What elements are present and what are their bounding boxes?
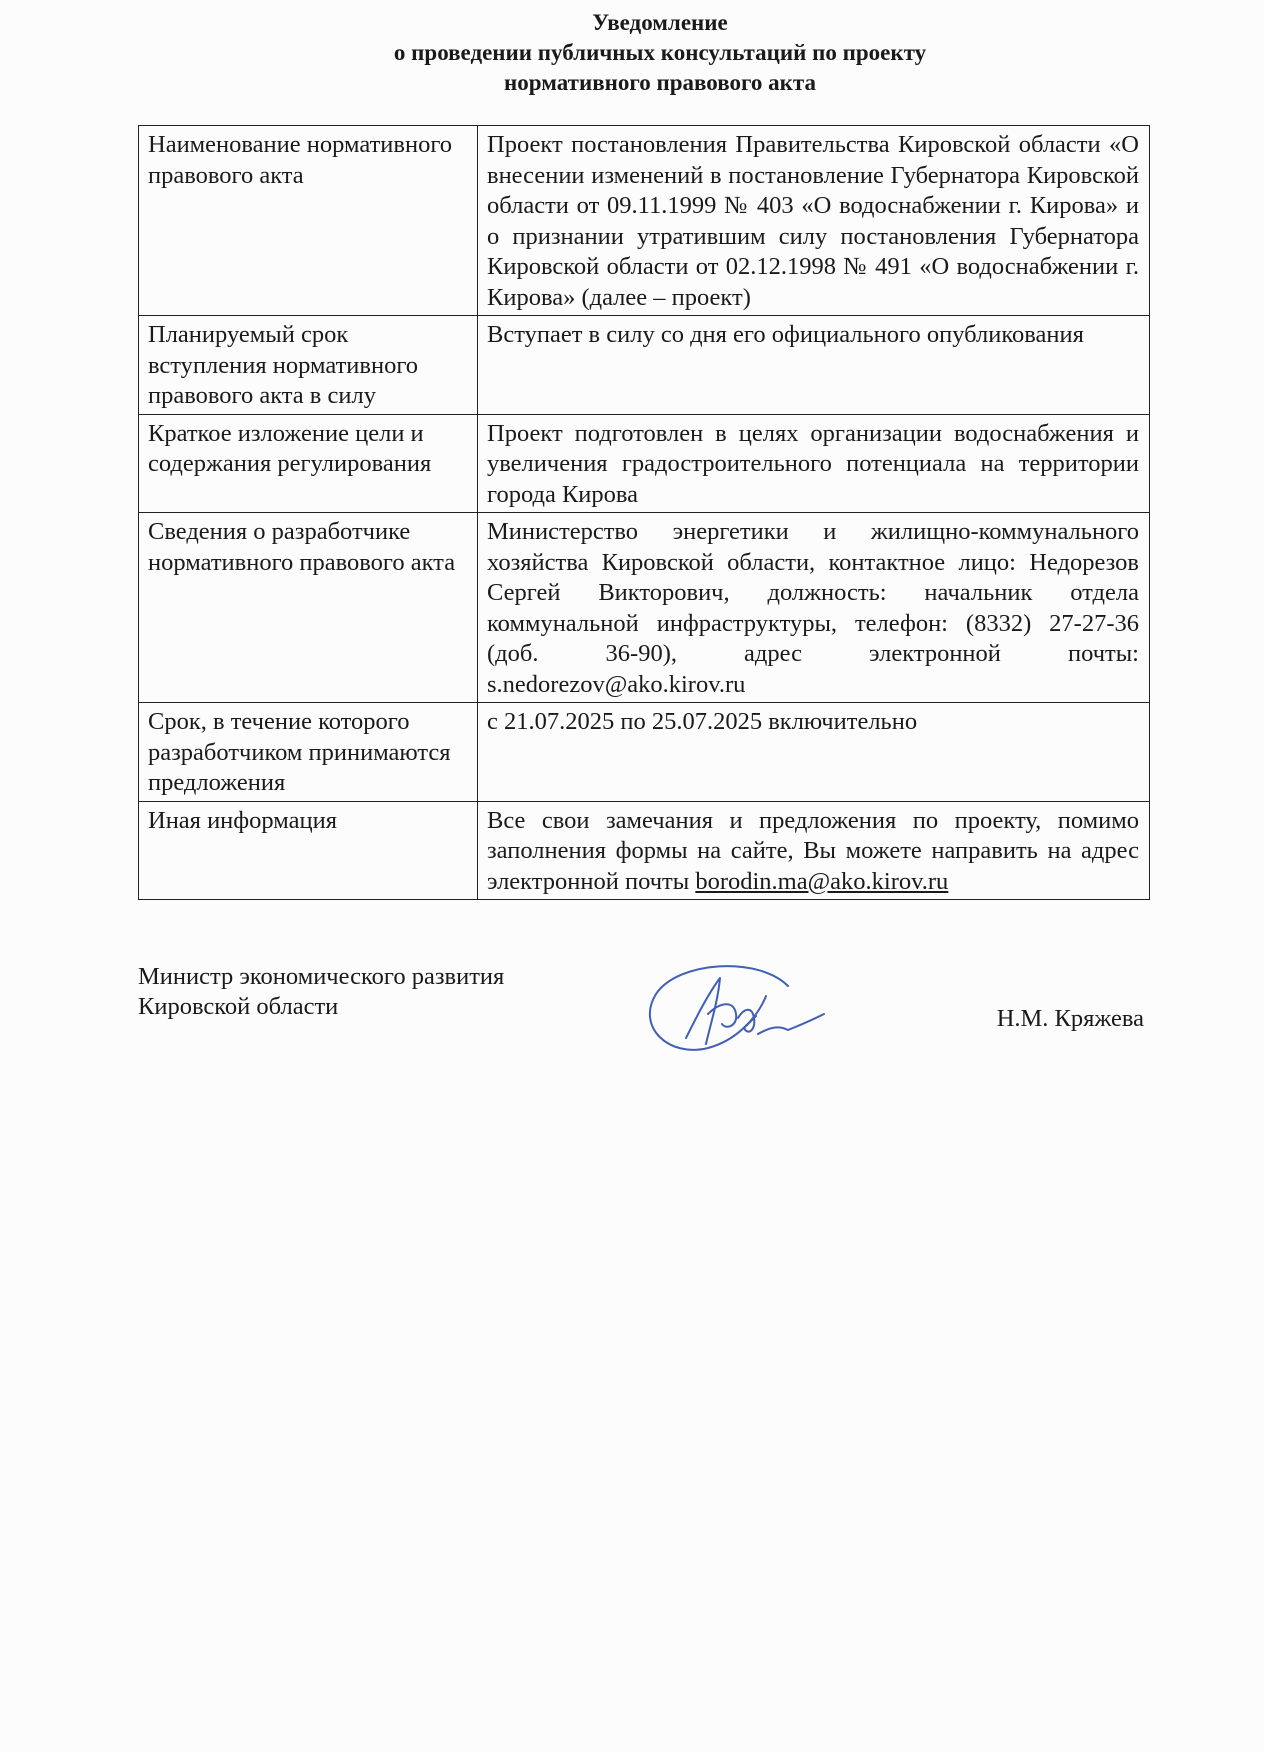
row-value-other-info [478,801,1150,900]
row-label-deadline: Срок, в течение которого разработчиком принимаются предложения [139,703,478,802]
table-row [139,703,1150,802]
notice-table [138,125,1150,900]
title-line-1: Уведомление [592,10,728,35]
email-link[interactable]: borodin.ma@ako.kirov.ru [695,867,949,895]
row-value-purpose: Проект подготовлен в целях организации водоснабжения и увеличения градостроительного потенциала на территории города Кирова [478,414,1150,513]
signature-tail [758,1014,824,1034]
row-label-other-info: Иная информация [139,801,478,900]
signatory-position-line-1: Министр экономического развития [138,963,505,990]
table-row [139,316,1150,415]
signature-letter-3 [738,1010,756,1032]
signatory-position [138,962,598,1022]
table-row [139,513,1150,703]
row-value-deadline: с 21.07.2025 по 25.07.2025 включительно [478,703,1150,802]
signatory-name: Н.М. Кряжева [996,1005,1144,1032]
handwritten-signature [638,956,838,1066]
table-row [139,414,1150,513]
other-info-text: Все свои замечания и предложения по проекту, помимо заполнения формы на сайте, Вы можете направить на адрес электронной почты [487,806,1139,895]
table-row [139,801,1150,900]
row-label-effective-date: Планируемый срок вступления нормативного правового акта в силу [139,316,478,415]
row-label-developer: Сведения о разработчике нормативного правового акта [139,513,478,703]
signature-strokes [650,966,824,1050]
title-line-3: нормативного правового акта [504,70,816,95]
signatory-position-line-2: Кировской области [138,993,339,1020]
signature-letter-1 [686,978,720,1044]
document-title [300,8,1020,98]
row-label-purpose: Краткое изложение цели и содержания регулирования [139,414,478,513]
row-label-act-name: Наименование нормативного правового акта [139,126,478,316]
signature-block [138,962,1150,1082]
table-row [139,126,1150,316]
row-value-developer: Министерство энергетики и жилищно-коммунального хозяйства Кировской области, контактное лицо: Недорезов Сергей Викторович, должность: начальник отдела коммунальной инфраструктуры, телефон: (8332) 27-27-36 (доб. 36-90), адрес электронной почты: s.nedorezov@ako.kirov.ru [478,513,1150,703]
title-line-2: о проведении публичных консультаций по проекту [393,40,927,65]
row-value-act-name: Проект постановления Правительства Кировской области «О внесении изменений в постановление Губернатора Кировской области от 09.11.1999 № 403 «О водоснабжении г. Кирова» и о признании утратившим силу постановления Губернатора Кировской области от 02.12.1998 № 491 «О водоснабжении г. Кирова» (далее – проект) [478,126,1150,316]
row-value-effective-date: Вступает в силу со дня его официального опубликования [478,316,1150,415]
